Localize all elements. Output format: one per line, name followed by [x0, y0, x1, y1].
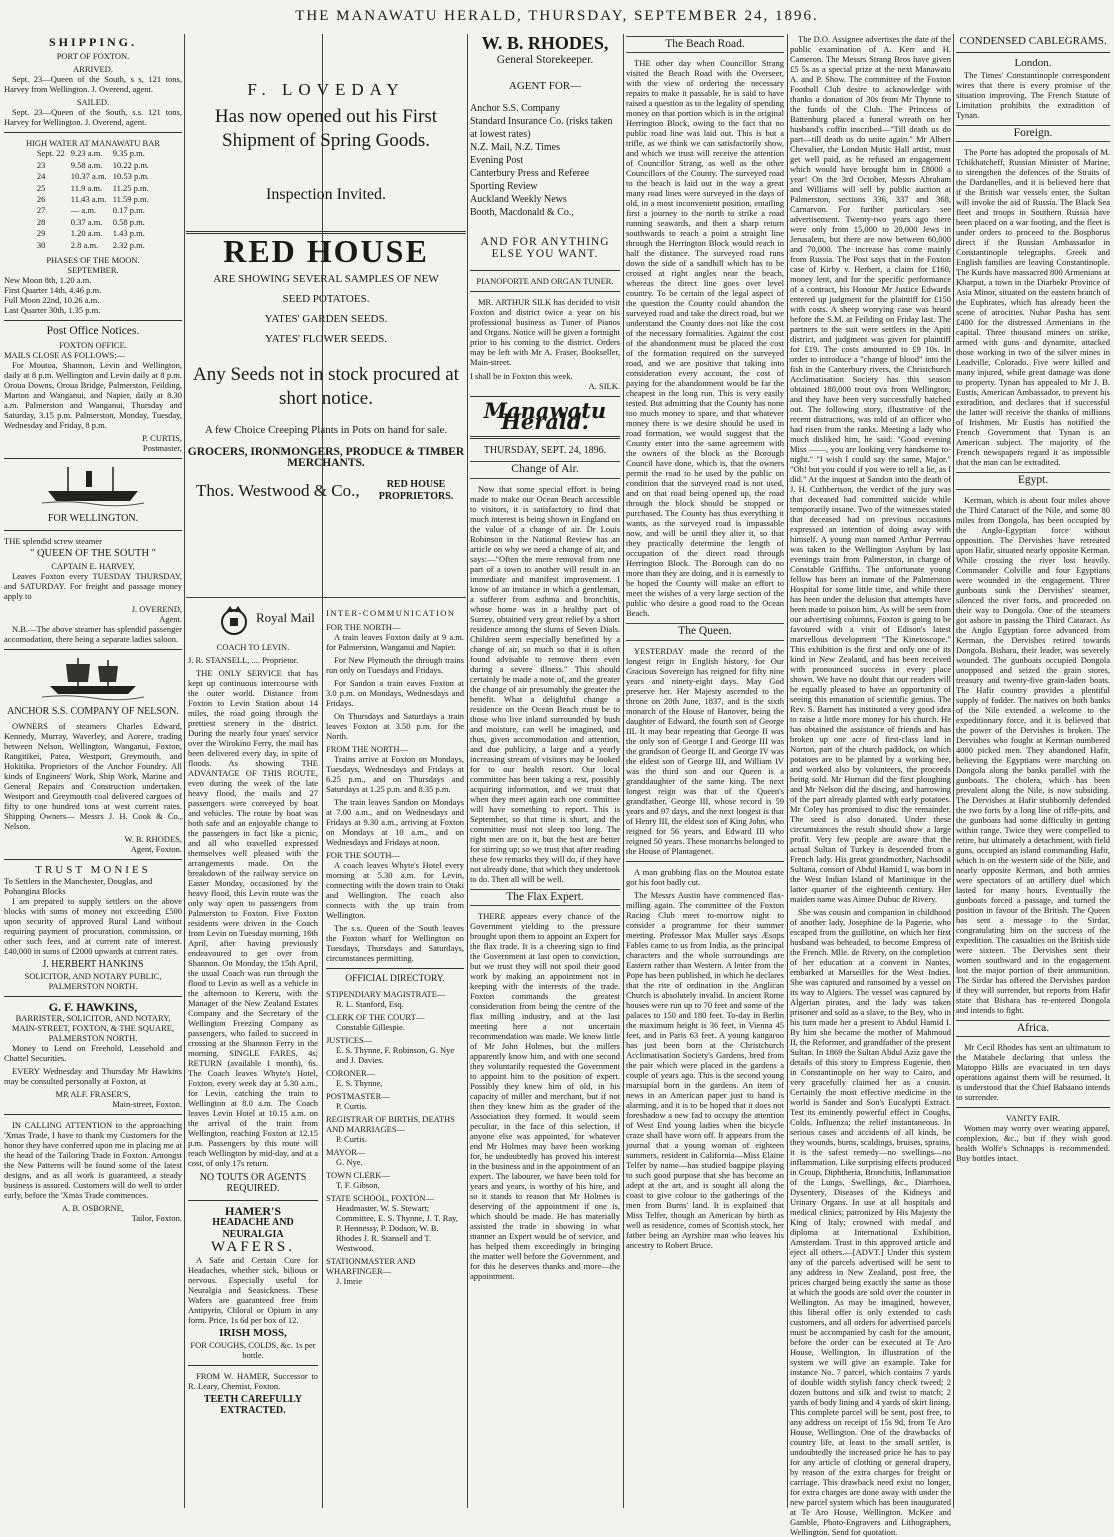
queen-body: YESTERDAY made the record of the longest reign in English history, for Our Gracious Sovereign has reigned for fifty nine years and ninety-eight days. May God preserve her. Her Majesty ascended to the throne on 20th June, 1837, and is the sixth monarch of the House of Hanover, being the daughter of Edward, the fourth son of George III. It may bear repeating that George II was the only son of George I and George III was the grandson of George II, and George IV was the eldest son of George III, and William IV was the third son and our Queen is a granddaughter of the same king. The next longest reign was that of the Queen's grandfather, George III, whose record is 59 years and 97 days, and the next longest is that of Henry III, the eldest son of King John, who reigned for 56 years, and Edward III who reigned 50 years. These monarchs belonged to the House of Plantagenet. [626, 645, 784, 856]
arrived-label: ARRIVED. [73, 64, 113, 75]
steamer-agent: J. OVEREND, [131, 604, 182, 615]
directory-role: STATIONMASTER AND WHARFINGER— [326, 1256, 416, 1277]
tide-cell: — a.m. [70, 205, 97, 216]
agency-item: Auckland Weekly News [470, 194, 567, 206]
tide-cell: 9.58 a.m. [70, 159, 103, 170]
london-heading: London. [1014, 57, 1052, 70]
rhodes-name: W. B. RHODES, [481, 33, 609, 53]
tide-cell: 0.37 a.m. [70, 216, 103, 227]
tide-table [34, 148, 152, 251]
moon-phase: Last Quarter 30th, 1.35 p.m. [4, 305, 101, 316]
hamer-moss: IRISH MOSS, [219, 1327, 287, 1340]
tide-cell: 29 [36, 228, 46, 239]
column-2 [188, 602, 318, 1508]
post-office: FOXTON OFFICE. [59, 340, 127, 351]
column-3 [326, 602, 464, 1508]
inter-title: INTER-COMMUNICATION [326, 608, 456, 618]
timetable-item: The train leaves Sandon on Mondays at 7.00 a.m., and on Wednesdays and Fridays at 9.30 a.m., arriving at Foxton on Mondays at 10 a.m., and on Wednesdays and Fridays at noon. [326, 797, 464, 847]
tide-cell: 23 [36, 159, 46, 170]
directory-holder: J. Imrie [336, 1276, 362, 1287]
hawkins-body: Money to Lend on Freehold, Leasehold and Chattel Securities. [4, 1042, 182, 1063]
moon-list [4, 275, 182, 315]
redhouse-line: ARE SHOWING SEVERAL SAMPLES OF NEW [213, 273, 439, 286]
change-title: Change of Air. [470, 461, 620, 478]
redhouse-line: YATES' FLOWER SEEDS. [264, 333, 388, 346]
tide-cell: 9.35 p.m. [112, 148, 145, 159]
hankins-name: J. HERBERT HANKINS [42, 959, 144, 971]
africa-body: Mr Cecil Rhodes has sent an ultimatum to the Matabele declaring that unless the Matoppo Hills are evacuated in ten days operations against them will be resumed. It is understood that the Chief Babaano intends to surrender. [956, 1042, 1110, 1103]
rhodes-agencies [470, 102, 620, 219]
agency-item: Booth, Macdonald & Co., [470, 207, 574, 219]
steamer-note: N.B.—The above steamer has splendid passenger accomodation, there being a separate ladies saloon. [4, 624, 182, 645]
tide-cell: 0.58 p.m. [112, 216, 145, 227]
piano-body: MR. ARTHUR SILK has decided to visit Foxton and district twice a year on his professional business as Tuner of Pianos and Organs. Notice will be given a fortnight prior to his coming to the district. Orders may be left with Mr A. Fraser, Bookseller, Main-street. [470, 297, 620, 368]
redhouse-plants: A few Choice Creeping Plants in Pots on hand for sale. [204, 424, 448, 437]
col6-body: The D.O. Assignee advertises the date of the public examination of A. Kerr and H. Cameron. The Messrs Strang Bros have given £5 5s as a special prize at the next Manawatu A. and P. Show. The committee of the Foxton Football Club desire to acknowledge with thanks a donation of 30s from Mr Thynne to the funds of the Club. The Princess of Battenburg placed a funeral wreath on her husband's coffin inscribed—"Till death us do part—till death us do unite again." Mr Albert Chevalier, the London Music Hall artist, must get well paid, as he refused an engagement which would have brought him in £8000 a year! On the 3rd October, Messrs Abraham and Williams will sell by public auction at Palmerston, sections 336, 337 and 368, Carnarvon. For further particulars see advertisement. Twenty-two years ago there were only from 15,000 to 20,000 Jews in Jerusalem, but there are now between 60,000 and 70,000. The increase has come mainly from Russia. The Post says that in the Foxton case of Kirby v. Herbert, a claim for £160, money lent, and for the specific performance of a contract, his Honour Mr Justice Edwards entered up judgment for the plaintiff for £150 with costs. A sheep worrying case was heard before the S.M. at Feilding on Friday last. The partners to the suit were settlers in the Apiti district, and judgment was given for plaintiff for £19. The costs amounted to £9 10s. In order to introduce a "change of blood" into the fish in the Canterbury rivers, the Christchurch Acclimatisation Society has this season obtained 180,000 trout ova from Wellington, and they have been very successfully hatched out. The following story, illustrative of the recent distractions, was told of an officer who had risen from the ranks. Meeting a lady who much disliked him, he said: "Good evening Miss ——, you are looking very handsome to-night." "I wish I could say the same, Major." "Oh! but you could if you were to tell a lie, as I did." At the inquest at Sandon into the death of J. H. Cuthbertson, the verdict of the jury was that deceased had committed suicide while temporarily insane. Two of the witnesses stated that deceased had on previous occasions expressed an intention of doing away with himself. A young man named Arthur Perreau was taken to the Wellington Asylum by last evenings train from Palmerston, in charge of Constable Griffiths. The unfortunate young fellow has been an inmate of the Palmerston Hospital for some little time, and while there has been under the delusion that attempts have been made to poison him. As will be seen from our advertising columns, Foxton is going to be favoured with a visit of Edison's latest marvellous development "The Kinetoscope." This exhibition is the first and only one of its kind in New Zealand, and has been received with pronounced success in every place shown. We have no doubt that our readers will be equally pleased to have an opportunity of seeing this emanation of scientific genius. The Rev. S. Barnett has instituted a very good idea to raise a little more money for his church. He has obtained the assistance of friends and has broken up one acre of first-class land in Norton, part of the church paddock, on which potatoes are to be planted by a working bee, and worked also by volunteers, the proceeds being sold. Mr Hornan did the first ploughing and Mr Nelson did the discing, and harrowing of the part already planted with early potatoes. Mr Coley has promised to disc the remainder. The seed is also donated. Under these circumstances the result should show a large profit. Very few people are aware that the actual Sultan of Turkey is descended from a French lady. His great grandmother, Nachsodil Sultana, consort of Abdul Hamid I, was born in the West Indian Island of Martinique in the latter quarter of the eighteenth century. Her maiden name was Aimee Dubuc de Rivery. [790, 34, 952, 904]
directory-role: REGISTRAR OF BIRTHS, DEATHS AND MARRIAGES— [326, 1114, 455, 1135]
egypt-heading: Egypt. [956, 472, 1110, 489]
trust-body: I am prepared to supply settlers on the above blocks with sums of money not exceeding £500 upon security of approved Rural Land without requiring payment of procuration, commission, or other such fees, and at current rate of interest. £40,000 in sums of £2000 upwards at current rates. [4, 896, 182, 957]
post-body: For Moutoa, Shannon, Levin and Wellington, daily at 8 p.m. Wellington and Levin daily at 8 p.m. Oroua Downs, Oroua Bridge, Palmerston, Feilding, Marton and Wanganui, and Napier, daily at 8.30 a.m. Palmerston and Wanganui, Thursday and Saturday, 3.15 p.m. Palmerston, Monday, Tuesday, Wednesday and Friday, 8 p.m. [4, 360, 182, 431]
tide-cell: 11.43 a.m. [70, 194, 107, 205]
rhodes-agent: AGENT FOR— [508, 79, 582, 92]
moon-title: PHASES OF THE MOON. [46, 255, 140, 266]
hawkins-addr: MAIN-STREET, FOXTON, & THE SQUARE, PALMERSTON NORTH. [11, 1022, 175, 1043]
beach-title: The Beach Road. [626, 36, 784, 53]
hawkins-line: BARRISTER, SOLICITOR, AND NOTARY, [15, 1012, 171, 1023]
col7-body: She was cousin and companion in childhood of another lady, Josephine de la Pagerie, who escaped from the guillotine, on which her first husband was beheaded, to become Empress of the French. Mlle. de Rivery, on the completion of her education at a convent in Nantes, embarked at Marseilles for the West Indies. She was captured and ransomed by a vessel on its way to Algiers. The vessel was captured by Algerian pirates, and the lady was taken prisoner and sold as a slave, to the Bey, who in his turn made her a present to Abdul Hamid I. By him she became the mother of Mahmoud II, the Reformer, and grandfather of the present Sultan. In 1869 the Sultan Abdul Aziz gave the details of this story to Empress Eugenie, then in Constantinople on her way to Cairo, and very gracefully claimed her as a cousin. Certainly the most effective medicine in the world is Sander and Son's Eucalypti Extract. Test its eminently powerful effect in Coughs, Colds, Influenza; the relief instantaneous. In serious cases and accidents of all kinds, be they wounds, burns, scaldings, bruises, sprains, it is the safest remedy—no swellings—no inflammation. Like surprising effects produced in Croup, Diphtheria, Bronchitis, Inflammation of the Lungs, Swellings, &c., Diarrhoea, Dysentery, Diseases of the Kidneys and Urinary Organs. In use at all hospitals and medical clinics; patronized by His Majesty the King of Italy; crowned with medal and diploma at International Exhibition, Amsterdam. Trust in this approved article and eject all others.—[ADVT.] Under this system any of the parcels advertised will be sent to any address in New Zealand, post free, the prices charged being exactly the same as those at which the goods are sold over the counter in Wellington. As may be imagined, however, this liberal offer is only extended to cash customers, and all orders for advertised parcels must be accompanied by cash for the amount, before the order can be executed at Te Aro House, Wellington. In illustration of the system we will give an example. Take for instance No. 7 parcel, which contains 7 yards of double width stylish fancy check tweed; 2 dozen buttons and silk and twist to match; 2 yards of body lining and 4 yards of skirt lining. This complete parcel will be sent, post free, to any address on receipt of 15s 9d, from Te Aro House, Wellington. One of the drawbacks of country life, at least to the small settler, is undoubtedly the increased price he has to pay for any article of clothing or general drapery, by reason of the extra charges for freight or carriage. This drawback need exist no longer, for extra charges are done away with under the new parcel system which has been inaugurated at Te Aro House, Wellington. McKee and Gamble, Photo-Engravers and Lithographers, Wellington. Send for quotation. [790, 907, 952, 1537]
tide-cell: 26 [36, 194, 46, 205]
trust-sub: To Settlers in the Manchester, Douglas, and Pohangina Blocks [4, 876, 153, 897]
agency-item: Anchor S.S. Company [470, 103, 560, 115]
agency-item: Standard Insurance Co. (risks taken at lowest rates) [470, 116, 613, 141]
tide-cell: 10.37 a.m. [70, 171, 107, 182]
foreign-body: The Porte has adopted the proposals of M. Tchikhatcheff, Russian Minister of Marine, to strengthen the defences of the Straits of the Dardanelles, and it is believed here that if the British war vessels enter, the Sultan will invoke the aid of Russia. The Black Sea fleet and troops in Southern Russia have been placed on a war footing, and the fleet is under orders to proceed to the Bosphorus direct if the Russian Ambassador in Constantinople telegraphs. Greek and English families are leaving Constantinople. The Kurds have massacred 800 Armenians at Kharput, a town in the Diarbekr Province of Asia Minor, situated on the eastern branch of the Euphrates, which has already been the scene of atrocities. Nubar Pasha has sent £400 for the distressed Armenians in the capital. Three thousand miners on strike, armed with guns and dynamite, attacked those working in two of the silver mines in Leadville, Colorado. Five were killed and many injured, while great damage was done to property. Tynan has appealed to Mr J. B. Eustis, American Ambassador, to prevent his extradition, and declares that if successful the latter will receive the thanks of millions of Irishmen. Mr Eustis has notified the French Government that Tynan is an American subject. The majority of the French newspapers regard it as impossible that the man can be extradited. [956, 147, 1110, 468]
piano-sign2: A. SILK. [588, 381, 620, 392]
hawkins-office: MR ALF. FRASER'S, [55, 1088, 131, 1099]
hawkins-office2: Main-street, Foxton. [112, 1098, 182, 1109]
redhouse-trade: GROCERS, IRONMONGERS, PRODUCE & TIMBER MERCHANTS. [187, 445, 465, 470]
tide-row [34, 205, 152, 216]
directory-holder: T. F. Gibson. [336, 1180, 380, 1191]
directory-role: CLERK OF THE COURT— [326, 1012, 425, 1023]
post-title: Post Office Notices. [46, 325, 140, 338]
anchor-sign: W. B. RHODES, [124, 833, 182, 844]
post-sign: P. CURTIS, [142, 433, 182, 444]
tide-row [34, 194, 152, 205]
hamer-wafers: WAFERS. [211, 1239, 295, 1256]
royal-crest-icon [214, 602, 254, 642]
column-6 [790, 34, 952, 1537]
hawkins-name: G. F. HAWKINS, [48, 999, 138, 1014]
hamer-moss-line: FOR COUGHS, COLDS, &c. 1s per bottle. [190, 1339, 316, 1360]
tide-row [34, 217, 152, 228]
tide-cell: 27 [36, 205, 46, 216]
port-label: PORT OF FOXTON. [56, 51, 130, 62]
inter-from-north: FROM THE NORTH— [326, 744, 408, 754]
tide-cell: 2.8 a.m. [70, 239, 99, 250]
tide-cell: 24 [36, 171, 46, 182]
agency-item: Canterbury Press and Referee [470, 168, 590, 180]
directory-holder: P. Curtis. [336, 1134, 367, 1145]
official-directory [326, 989, 464, 1286]
inter-south: FOR THE SOUTH— [326, 850, 400, 860]
piano-title: PIANOFORTE AND ORGAN TUNER. [476, 276, 614, 287]
timetable-item: For New Plymouth the through trains run only on Tuesdays and Fridays. [326, 655, 464, 675]
vanity-heading: VANITY FAIR. [1005, 1113, 1061, 1124]
tide-row [34, 171, 152, 182]
steamer-line1: THE splendid screw steamer [4, 535, 102, 546]
misc-flax: A man grubbing flax on the Moutoa estate got his foot badly cut. [626, 866, 784, 887]
redhouse-line: YATES' GARDEN SEEDS. [264, 313, 388, 326]
hawkins-body2: EVERY Wednesday and Thursday Mr Hawkins may be consulted personally at Foxton, at [4, 1065, 182, 1086]
osborne-body: IN CALLING ATTENTION to the approaching 'Xmas Trade, I have to thank my Customers for the honor they have conferred upon me in placing me at the head of the Tailoring Trade in Foxton. Amongst the New Patterns will be found some of the latest designs, and as all work is guaranteed, a steady business is assured. Customers will do well to order early, before the 'Xmas Trade commences. [4, 1119, 182, 1200]
london-body: The Times' Constantinople correspondent wires that there is every promise of the situation improving. The French Statute of Limitation prohibits the extradition of Tynan. [956, 69, 1110, 120]
column-5 [626, 34, 784, 1508]
column-1 [4, 34, 182, 1508]
directory-holder: E. S. Thynne, F. Robinson, G. Nye and J. Davies. [336, 1045, 455, 1066]
queen-title: The Queen. [626, 623, 784, 640]
column-4 [470, 34, 620, 1508]
redhouse-lines [186, 269, 466, 349]
tide-cell: 1.20 a.m. [70, 228, 103, 239]
anchor-sign2: Agent, Foxton. [130, 843, 182, 854]
piano-sign: I shall be in Foxton this week. [470, 371, 573, 382]
timetable-item: A train leaves Foxton daily at 9 a.m. for Palmerston, Wanganui and Napier. [326, 632, 464, 652]
tide-row [34, 148, 152, 159]
hankins-line: SOLICITOR, AND NOTARY PUBLIC, [24, 970, 162, 981]
osborne-sign: A. B. OSBORNE, [61, 1202, 125, 1213]
tide-cell: 10.53 p.m. [112, 171, 150, 182]
directory-role: MAYOR— [326, 1147, 366, 1158]
timetable-item: Trains arrive at Foxton on Mondays, Tuesdays, Wednesdays and Fridays at 6.25 p.m., and on Thursdays and Saturdays at 1.25 p.m. and 8.35 p.m. [326, 754, 464, 794]
tide-cell: 11.9 a.m. [70, 182, 103, 193]
directory-holder: Headmaster, W. S. Stewart; Committee, E. S. Thynne, J. T. Ray, P. Hennessy, P. Dodson, W. B. Rhodes J. R. Stansell and T. Westwood. [336, 1203, 458, 1254]
shipping-title: SHIPPING. [48, 35, 137, 49]
masthead: THE MANAWATU HERALD, THURSDAY, SEPTEMBER 24, 1896. [295, 8, 819, 24]
post-sign2: Postmaster, [142, 443, 182, 454]
moon-phase: New Moon 8th, 1.20 a.m. [4, 275, 92, 286]
sailed-text: Sept. 23—Queen of the South, s.s. 121 tons, Harvey for Wellington. J. Overend, agent. [4, 107, 182, 128]
directory-role: CORONER— [326, 1068, 376, 1079]
tide-cell: 28 [36, 216, 46, 227]
tide-cell: 25 [36, 182, 46, 193]
rhodes-sub: General Storekeeper. [496, 54, 594, 67]
tide-cell: 2.32 p.m. [112, 239, 145, 250]
tide-row [34, 183, 152, 194]
royal-notouts: NO TOUTS OR AGENTS REQUIRED. [199, 1172, 307, 1195]
steamer-name: " QUEEN OF THE SOUTH " [30, 547, 156, 559]
tide-cell: 11.59 p.m. [112, 194, 149, 205]
steamer-icon [38, 465, 148, 507]
timetable-item: The s.s. Queen of the South leaves the Foxton wharf for Wellington on Tuesdays, Thursdays and Saturdays, circumstances permitting. [326, 923, 464, 963]
tide-title: HIGH WATER AT MANAWATU BAR [25, 138, 161, 149]
moon-phase: Full Moon 22nd, 10.26 a.m. [4, 295, 100, 306]
hamer-title: HAMER'S [224, 1203, 281, 1218]
tide-cell: 30 [36, 239, 46, 250]
tide-cell: 10.22 p.m. [112, 159, 150, 170]
tide-row [34, 240, 152, 251]
moon-month: SEPTEMBER. [67, 265, 119, 276]
official-directory-title: OFFICIAL DIRECTORY. [345, 974, 445, 984]
sailing-ship-icon [38, 656, 148, 700]
change-body: Now that some special effort is being made to make our Ocean Beach accessible to visitors, it is satisfactory to find that much interest is being shown in England on the value of a change of air. Dr Louis Robinson in the National Review has an article on why we need a change of air, and says:—"Often the mere removal from one part of a town to another will result in an immediate and manifest improvement. I know of an instance in which a gentleman, a sufferer from asthma and bronchitis, whose home was in a healthy part of Surrey, obtained very great relief by a short residence among the slums of Seven Dials. Children seem especially benefitted by a change of air, so much so that it is often found advisable to remove them even during a severe illness." This should certainly be made a note of, and the greater the change of air presumably the greater the benefit. What a delightful change a residence on the Ocean Beach must be to those who live inland surrounded by bush and moisture, can well be imagined, and thus, given accommodation and attention, and due publicity, a large and a yearly increasing stream of visitors may be looked for to our health resort. Our local committee has been taking a rest, possibly acquiring information, and we trust that when they meet again each one committee will have something to report. This is September, so that time is short, and the committee must not sleep too long. The right men are on it, but the best are better for stirring up; so we trust that after reading these few remarks they will do, if they have not already done, that which they undertook to do. Then all will be well. [470, 483, 620, 884]
hamer-from: FROM W. HAMER, Successor to R. Leary, Chemist, Foxton. [188, 1370, 318, 1391]
tide-cell: Sept. 22 [36, 148, 65, 159]
anchor-body: OWNERS of steamers Charles Edward, Kennedy, Murray, Waverley, and Aorere, trading between Nelson, Wellington, Wanganui, Foxton, Rangitikei, Patea, Westport, Greymouth, and Hokitika. Proprietors of the Anchor Foundry. All kinds of Engineers' Work, Ship Work, Marine and General Repairs and Construction undertaken. Westport and Greymouth coal delivered cargoes of fifty to one hundred tons at west current rates. Shipping Owners— Messrs J. H. Cook & Co., Nelson. [4, 720, 182, 831]
egypt-body: Kerman, which is about four miles above the Third Cataract of the Nile, and some 80 miles from Dongola, has been occupied by the Anglo-Egyptian force without opposition. The Dervishes have retreated upon Hafir, situated nearly opposite Kerman. While crossing the river lost heavily. Commander Colville and four Egyptians were wounded in the engagement. Three gunboats sunk the Dervishes' steamer, silenced the river forts, and proceeded on their way to Dongola. One of the steamers got ashore in passing the Third Cataract. As the Anglo Egyptian force advanced from Kerman, the Dervishes retired towards Dongola. Bishara, their leader, was severely wounded. The gunboats occupied Dongola unopposed and seized the grain stores, treasury and twenty-five grain-laden boats. The Hafir country provides a plentiful supply of fodder. The natives on both banks of the Nile extended a welcome to the expeditionary force, and it is believed that the power of the Dervishes is broken. The Dervishes who fought at Kerman numbered 4000 picked men. They abandoned Hafir, believing the Egyptians were marching on Dongola along the banks parallel with the gunboats. The cholera, which has been prevalent along the Nile, is now subsiding. The Dervishes at Hafir stubbornly defended the two forts by a long line of rifle-pits, and the gunboats had some difficulty in getting within range. Twice they were compelled to retire, but ultimately a detachment, with field guns, occupied an island commanding Hafir, which is on the western side of the Nile, and nearly opposite Kerman, and both armies were spectators of an artillery duel which lasted for many hours. Eventually the gunboats forced a passage, and turned the position in favour of the British. The Queen has sent a message to the Sirdar, congratulating him on the success of the expedition. The casualties on the British side were sixteen. The Dervishes sent their women southward and in the engagement lost the major portion of their ammunition. The Sirdar has offered the Dervishes pardon if they will surrender, but reports from Hafir state that Bishara has re-entered Dongola and intends to fight. [956, 494, 1110, 1015]
hankins-place: PALMERSTON NORTH. [48, 980, 138, 991]
directory-holder: E. S. Thynne, [336, 1078, 383, 1089]
tide-cell: 11.25 p.m. [112, 182, 149, 193]
tide-cell: 9.23 a.m. [70, 148, 103, 159]
redhouse-title: RED HOUSE [223, 232, 429, 269]
royal-sub: COACH TO LEVIN. [216, 642, 290, 652]
herald-date: THURSDAY, SEPT. 24, 1896. [483, 444, 607, 456]
redhouse-firm: Thos. Westwood & Co., [196, 481, 360, 501]
redhouse-line: SEED POTATOES. [282, 293, 370, 306]
agency-item: Evening Post [470, 155, 524, 167]
tide-row [34, 228, 152, 239]
timetable-item: A coach leaves Whyte's Hotel every morning at 5.30 a.m. for Levin, connecting with the down train to Otaki and Wellington. The coach also connects with the up train from Wellington. [326, 860, 464, 920]
moon-phase: First Quarter 14th, 4.46 p.m. [4, 285, 102, 296]
steamer-captain: CAPTAIN E. HARVEY, [51, 561, 135, 572]
cables-title: CONDENSED CABLEGRAMS. [959, 35, 1107, 47]
royal-title: Royal Mail [256, 610, 315, 625]
steamer-body: Leaves Foxton every TUESDAY THURSDAY, and SATURDAY. For freight and passage money apply to [4, 571, 182, 602]
loveday-redhouse-block [186, 34, 466, 594]
directory-holder: P. Curtis. [336, 1101, 367, 1112]
steamer-agent2: Agent. [159, 614, 182, 625]
flax-title: The Flax Expert. [470, 889, 620, 906]
hamer-body: A Safe and Certain Cure for Headaches, whether sick, bilious or nervous. Especially useful for Neuralgia and Seasickness. These Wafers are guaranteed free from Antipyrin, Chloral or Opium in any form. Price, 1s 6d per box of 12. [188, 1255, 318, 1326]
hamer-sub: HEADACHE AND NEURALGIA [212, 1217, 294, 1240]
tide-cell: 0.17 p.m. [112, 205, 145, 216]
directory-role: STIPENDIARY MAGISTRATE— [326, 989, 446, 1000]
directory-role: POSTMASTER— [326, 1091, 390, 1102]
timetable-item: For Sandon a train eaves Foxton at 3.0 p.m. on Mondays, Wednesdays and Fridays. [326, 678, 464, 708]
herald-title: Manawatu Herald. [483, 398, 607, 435]
timetable-item: On Thursdays and Saturdays a train leaves Foxton at 3.50 p.m. for the North. [326, 711, 464, 741]
redhouse-firm2: RED HOUSE PROPRIETORS. [378, 479, 454, 502]
inter-south-list [326, 860, 464, 963]
inter-from-north-list [326, 754, 464, 847]
directory-holder: R. L. Stanford, Esq. [336, 999, 404, 1010]
directory-role: JUSTICES— [326, 1035, 373, 1046]
beach-body: THE other day when Councillor Strang visited the Beach Road with the Overseer, with the view of ordering the necessary repairs to make it passable, he is said to have raised a question as to the legality of spending money on that portion which is in the original Herrington Block, owing to the fact that no public road line was laid out. This is but a trifle, as we think we can satisfactorily show, and which we trust will receive the attention of Councillor Strang, as well as the other Councillors of the County. The surveyed road to the beach is laid out in the way a great many road lines were surveyed in the days of old, in a most inconvenient position, entailing first a journey to the north to strike a road running seawards, and then a sharp return southwards to reach a point a straight line through the Herrington Block would reach in half the distance. The surveyed road runs down the side of a sandhill which has to be crossed at right angles near the beach, whereas the direct line goes over level country. To be certain of the legal aspect of the question the County could abandon the surveyed road and take the direct road, but we understand the County does not like the cost of the necessary formalities. Against the cost of the abandonment must be placed the cost of the formation required on the surveyed road, and we are positive that taking into consideration every account, the cost of paying for the abandonment would be far the cheapest in the long run. This is very easily tested. But admitting that the County has none too much money to spare, and that whatever money there is we desire should be used in road formation, we would suggest that the County enter into the same agreement with the owners of the block as the Borough Council have done, which is, that the owners permit the road to be used by the public on condition that the surveyed road is not used, and on that road being opened up, the road through the block should be stopped or purchased. The County has thus everything it wants, as the surveyed road is impassable now, and will be until they alter it, so that they practically determine the length of occupation of the direct road through Herrington Block. The Borough can do no more than they are doing, and it is earnestly to be hoped the County will make an effort to meet the wishes of a very large section of the public who desire a good road to the Ocean Beach. [626, 58, 784, 619]
rhodes-anything: AND FOR ANYTHING ELSE YOU WANT. [480, 236, 610, 260]
royal-prop: J. R. STANSELL, .... Proprietor. [188, 655, 299, 665]
loveday-name: F. LOVEDAY [247, 80, 405, 99]
inter-north-list [326, 632, 464, 741]
flax-body: THERE appears every chance of the Government yielding to the pressure brought upon them to appoint an Expert for the flax trade. It is a cheering sign to find the Government at last open to conviction, but we trust they will not spoil their good work by making an appointment not in keeping with the interests of the trade. Foxton commands the greatest consideration from being the centre of the flax milling industry, and at the last meeting here a not uncertain recommendation was made. We know little of Mr John Holmes, but the millers apparently know him, and with one second they voluntarily requested the Government to appoint him to the position of expert. Possibly they knew him of old, in his capacity of miller and merchant, but if not then they knew him as the grader of the Association they formed. It would seem peculiar, in the face of this selection, if anyone else was appointed, for whatever end Mr Holmes may have been working for, he undoubtedly has proved his interest in the business and in the appointment of an expert. The labourer, we have been told for years and years, is worthy of his hire, and so it stands to reason that Mr Holmes is deserving of the appointment if one is, which should be made. He has materially assisted the trade in showing in what manner an Expert would be of service, and has helped them exceedingly in bringing the matter well before the Government, and for this he deserves thanks and more—the appointment. [470, 911, 620, 1282]
africa-heading: Africa. [956, 1020, 1110, 1037]
directory-holder: G. Nye. [336, 1157, 363, 1168]
inter-north: FOR THE NORTH— [326, 622, 401, 632]
tide-row [34, 160, 152, 171]
arrived-text: Sept. 23—Queen of the South, s s, 121 tons, Harvey from Wellington. J. Overend, agent. [4, 74, 182, 95]
anchor-title: ANCHOR S.S. COMPANY OF NELSON. [7, 706, 179, 718]
sailed-label: SAILED. [76, 97, 110, 108]
directory-holder: Constable Gillespie. [336, 1022, 405, 1033]
vanity-body: Women may worry over wearing apparel, complexion, &c., but if they wish good health Wolfe's Schnapps is recommended. Buy bottles intact. [956, 1123, 1110, 1164]
osborne-sign2: Tailor, Foxton. [131, 1212, 182, 1223]
post-lead: MAILS CLOSE AS FOLLOWS:— [4, 350, 126, 361]
directory-role: STATE SCHOOL, FOXTON— [326, 1193, 435, 1204]
trust-title: TRUST MONIES [35, 863, 151, 876]
column-7 [956, 34, 1110, 1508]
agency-item: Sporting Review [470, 181, 538, 193]
agency-item: N.Z. Mail, N.Z. Times [470, 142, 561, 154]
hamer-teeth: TEETH CAREFULLY EXTRACTED. [203, 1393, 303, 1417]
loveday-headline: Has now opened out his First Shipment of Spring Goods. [214, 106, 438, 152]
redhouse-procure: Any Seeds not in stock procured at short notice. [193, 364, 459, 410]
foreign-heading: Foreign. [956, 125, 1110, 142]
directory-role: TOWN CLERK— [326, 1170, 390, 1181]
tide-cell: 1.43 p.m. [112, 228, 145, 239]
misc-body: The Messrs Austin have commenced flax-milling again. The committee of the Foxton Racing Club meet to-morrow night to consider a programme for their summer meeting. Professor Max Muller says Æsops Fables came to us from India, as the principal characters and the whole surroundings are Eastern rather than Western. A letter from the Pope has been published, in which he declares that the rite of ordination in the Anglican Church is absolutely invalid. In ancient Rome houses were run up to 70 feet and some of the palaces to 150 and 180 feet. To-day in Berlin the maximum height is 36 feet, in Vienna 45 feet, and in Paris 63 feet. A young kangaroo has just been born at the Christchurch Acclimatisation Society's Gardens, bred from the pair which were placed in the gardens a couple of years ago. This is the second young marsupial born in the gardens. An item of news in an American paper just to hand is alarming, and it is to be hoped that it does not foreshadow a new fad to occupy the attention of West End young ladies when the bicycle craze shall have worn off. It appears from the journal that a young woman of eighteen summers, resident in California—Miss Elaine Telfer by name—has studied bagpipe playing to such good purpose that she has become an adept at the art, and is sought all along the coast to give colour to the gatherings of the men from Burns' land. It is explained that Miss Telfer, though an American by birth as well as residence, comes of Scottish stock, her father being an Ayrshire man who leaves his ancestry to Robert Bruce. [626, 889, 784, 1250]
steamer-title: FOR WELLINGTON. [47, 513, 139, 525]
loveday-invite: Inspection Invited. [266, 186, 386, 204]
royal-body: THE ONLY SERVICE that has kept up continuous intercourse with the outer world. Distance from Foxton to Levin Station about 14 miles, the road going through the prettiest scenery in the district. During the nearly four years' service over the Wirokino Ferry, the mail has been delivered every day, in spite of floods. As showing THE ADVANTAGE OF THIS ROUTE, even during the week of the late heavy flood, the mails and 27 passengers were conveyed by boat and vehicles. The route by boat was both safe and an enjoyable change to the passengers in fact like a picnic, and all who travelled expressed themselves well pleased with the arrangements made. On the breakdown of the railway service on Easter Monday, occasioned by the heavy flood, this Levin route was the only way open to passengers from Palmerston to Foxton. Five Foxton residents were driven in the Coach from Levin on Tuesday morning, 16th April, after having previously endeavoured to get over from Shannon. On Monday, the 15th April, the usual Coach was run through the flood to Levin as well as a vehicle in the afternoon to Kereru, with the Manager of the New Zealand Estates Company and the Secretary of the Wellington Freezing Company as passengers, who failed to succeed in crossing at the Shannon Ferry in the morning. SINGLE FARES, 4s; RETURN (available 1 month), 6s. The Coach leaves Whyte's Hotel, Foxton, every week day at 5.30 a.m., for Levin, catching the train to Wellington at 8.0 a.m. The Coach leaves Levin Hotel at 10.15 a.m. on the arrival of the train from Wellington, reaching Foxton at 12.15 p.m. Passengers by this route will reach Wellington by mid-day, and at a cost, of only 17s return. [188, 668, 318, 1168]
